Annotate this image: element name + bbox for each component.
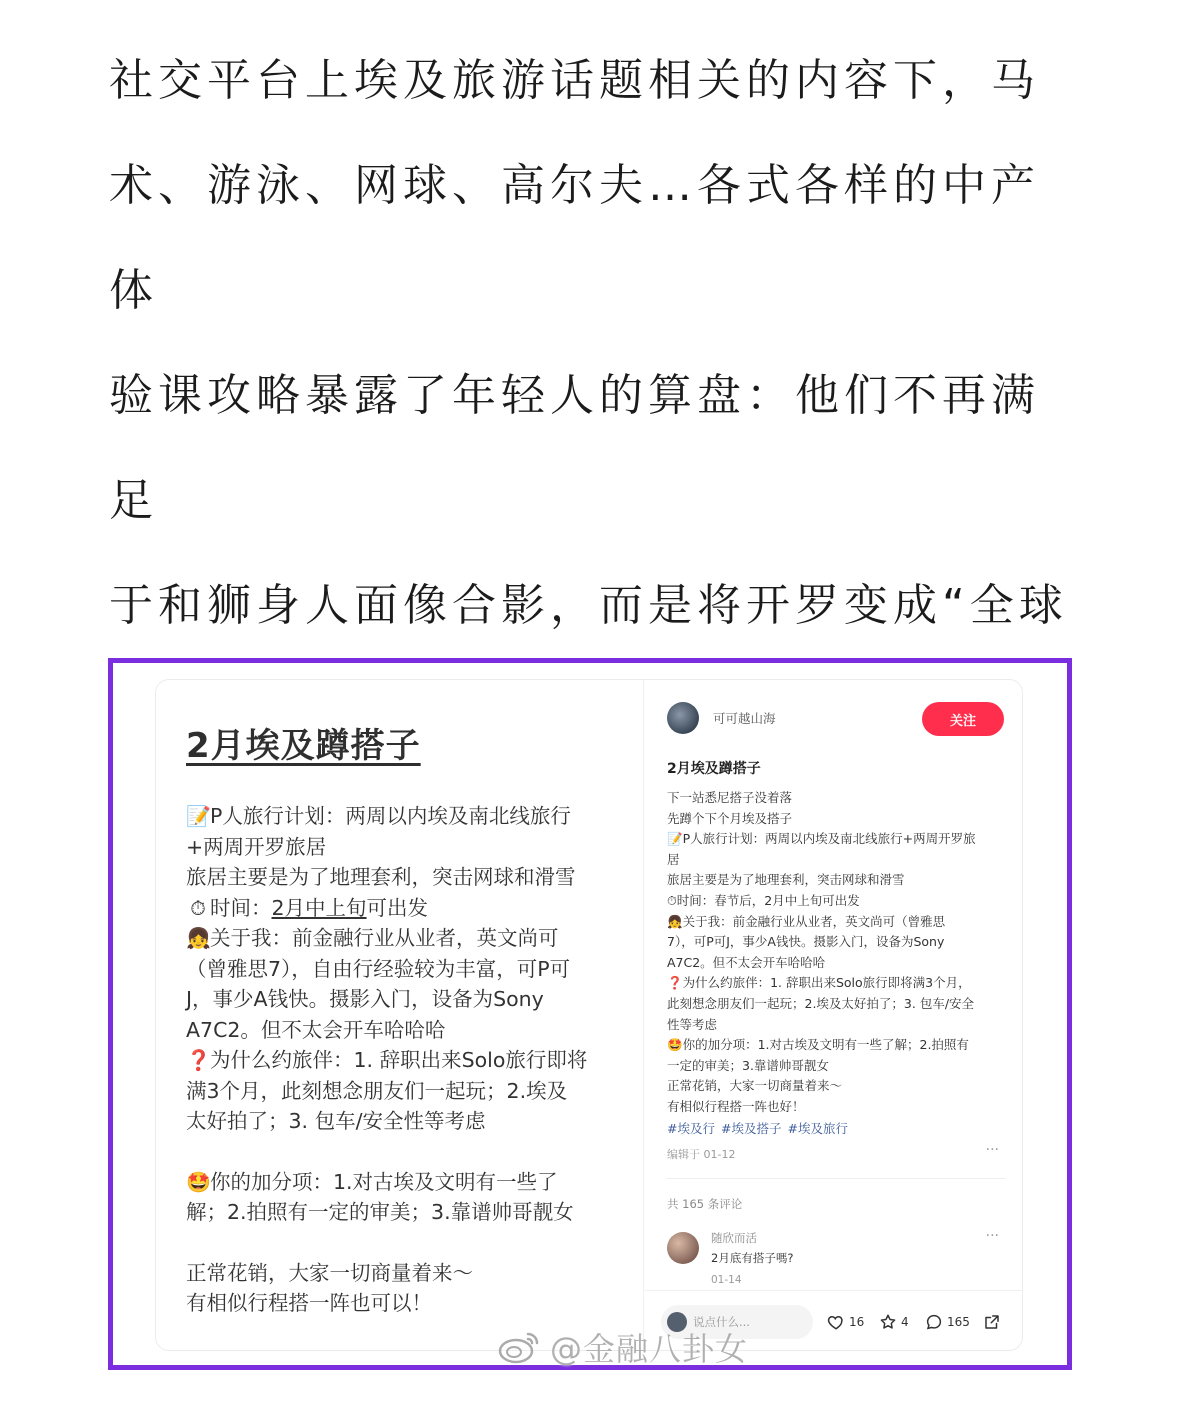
image-text: 关于我：前金融行业从业者，英文尚可 [210, 926, 559, 950]
author-avatar[interactable] [667, 702, 699, 734]
image-text: 时间： [210, 895, 272, 920]
collect-button[interactable] [879, 1313, 909, 1331]
comment-count: 共 165 条评论 [667, 1197, 743, 1211]
hashtag-link[interactable]: #埃及行 [667, 1120, 715, 1136]
image-line: 旅居主要是为了地理套利，突击网球和滑雪 [186, 865, 576, 889]
article-line-3: 验课攻略暴露了年轻人的算盘：他们不再满足 [109, 370, 1040, 526]
note-paragraph: 🤩你的加分项：1.对古埃及文明有一些了解；2.拍照有 [667, 1037, 969, 1053]
article-line-4: 于和狮身人面像合影，而是将开罗变成“全球 [109, 580, 1068, 631]
note-detail-panel [645, 680, 1023, 1351]
note-paragraph: 旅居主要是为了地理套利，突击网球和滑雪 [667, 872, 905, 888]
article-paragraph [109, 28, 1079, 763]
image-line: 满3个月，此刻想念朋友们一起玩；2.埃及 [186, 1078, 568, 1103]
hashtag-link[interactable]: #埃及搭子 [720, 1120, 782, 1136]
note-paragraph: 👧关于我：前金融行业从业者，英文尚可（曾雅思 [667, 913, 946, 929]
weibo-logo-icon [498, 1330, 540, 1364]
note-paragraph: ❓为什么约旅伴：1. 辞职出来Solo旅行即将满3个月， [667, 975, 971, 991]
like-count: 16 [849, 1315, 865, 1329]
author-row[interactable] [667, 702, 776, 734]
stopwatch-icon: ⏱ [190, 895, 206, 920]
more-icon[interactable]: ··· [985, 1142, 999, 1158]
note-paragraph: 7），可P可J，事少A钱快。摄影入门，设备为Sony [667, 934, 945, 950]
comment-bubble-icon [925, 1313, 943, 1331]
note-paragraph: 此刻想念朋友们一起玩；2.埃及太好拍了；3. 包车/安全 [667, 995, 975, 1011]
star-icon [879, 1313, 897, 1331]
note-paragraph: 有相似行程搭一阵也好！ [667, 1098, 805, 1114]
note-title: 2月埃及蹲搭子 [667, 761, 761, 777]
image-line: 太好拍了；3. 包车/安全性等考虑 [186, 1109, 486, 1133]
like-button[interactable] [827, 1313, 864, 1331]
divider [667, 1178, 1005, 1179]
note-body [667, 758, 1007, 1139]
girl-icon: 👧 [186, 926, 211, 950]
commenter-name[interactable]: 随欣而活 [711, 1231, 757, 1245]
comment-more-icon[interactable]: ··· [985, 1228, 999, 1244]
image-line [186, 801, 613, 832]
spacer [186, 1228, 613, 1258]
image-text: 你的加分项：1.对古埃及文明有一些了 [210, 1169, 558, 1194]
article-line-2: 术、游泳、网球、高尔夫…各式各样的中产体 [109, 160, 1040, 316]
comment-date: 01-14 [711, 1274, 742, 1286]
hashtag-row [667, 1118, 1007, 1140]
collect-count: 4 [901, 1315, 909, 1329]
image-line: 正常花销，大家一切商量着来～ [186, 1260, 473, 1285]
note-paragraph: 性等考虑 [667, 1016, 718, 1032]
comment-text: 2月底有搭子嗎? [711, 1251, 794, 1265]
note-paragraph: 正常花销，大家一切商量着来～ [667, 1078, 843, 1094]
image-line: A7C2。但不太会开车哈哈哈 [186, 1017, 446, 1042]
article-line-1: 社交平台上埃及旅游话题相关的内容下，马 [109, 55, 1040, 106]
follow-button[interactable]: 关注 [922, 702, 1004, 736]
image-text: P人旅行计划：两周以内埃及南北线旅行 [210, 804, 571, 828]
author-name[interactable]: 可可越山海 [713, 711, 776, 726]
share-icon [983, 1313, 1001, 1331]
image-line: （曾雅思7），自由行经验较为丰富，可P可 [186, 956, 571, 981]
note-paragraph: 先蹲个下个月埃及搭子 [667, 810, 793, 826]
image-text: 为什么约旅伴：1. 辞职出来Solo旅行即将 [210, 1048, 588, 1072]
embedded-screenshot-frame [108, 658, 1072, 1370]
note-paragraph: 居 [667, 851, 680, 867]
hashtag-link[interactable]: #埃及旅行 [787, 1120, 848, 1136]
memo-icon: 📝 [186, 804, 211, 828]
star-struck-icon: 🤩 [186, 1169, 211, 1194]
image-title: 2月埃及蹲搭子 [186, 726, 421, 766]
share-button[interactable] [983, 1313, 1005, 1331]
image-text-underlined: 2月中上旬 [271, 895, 367, 920]
image-line [186, 893, 613, 924]
image-line [186, 923, 613, 954]
image-text: 可出发 [366, 895, 429, 920]
question-icon: ❓ [186, 1048, 211, 1072]
note-card [155, 679, 1023, 1351]
image-line: +两周开罗旅居 [186, 834, 327, 859]
spacer [186, 1137, 613, 1167]
weibo-watermark [498, 1322, 748, 1372]
comment-button[interactable] [925, 1313, 970, 1331]
note-paragraph: ⏱时间：春节后，2月中上旬可出发 [667, 892, 860, 908]
comment-placeholder: 说点什么... [693, 1315, 750, 1329]
note-paragraph: 📝P人旅行计划：两周以内埃及南北线旅行+两周开罗旅 [667, 831, 976, 847]
note-paragraph: 一定的审美；3.靠谱帅哥靓女 [667, 1057, 829, 1073]
edited-row [667, 1142, 1007, 1162]
image-line: 有相似行程搭一阵也可以！ [186, 1291, 432, 1315]
edited-date: 编辑于 01-12 [667, 1148, 736, 1161]
note-image[interactable] [156, 680, 644, 1351]
note-paragraph: 下一站悉尼搭子没着落 [667, 790, 793, 805]
heart-icon [827, 1313, 845, 1331]
commenter-avatar[interactable] [667, 1232, 699, 1264]
image-line: J，事少A钱快。摄影入门，设备为Sony [186, 987, 544, 1011]
comment-count-stat: 165 [947, 1315, 970, 1329]
watermark-text: @金融八卦女 [550, 1330, 749, 1368]
note-paragraph: A7C2。但不太会开车哈哈哈 [667, 954, 826, 970]
image-line [186, 1167, 613, 1198]
image-line [186, 1045, 613, 1076]
image-line: 解；2.拍照有一定的审美；3.靠谱帅哥靓女 [186, 1200, 574, 1224]
